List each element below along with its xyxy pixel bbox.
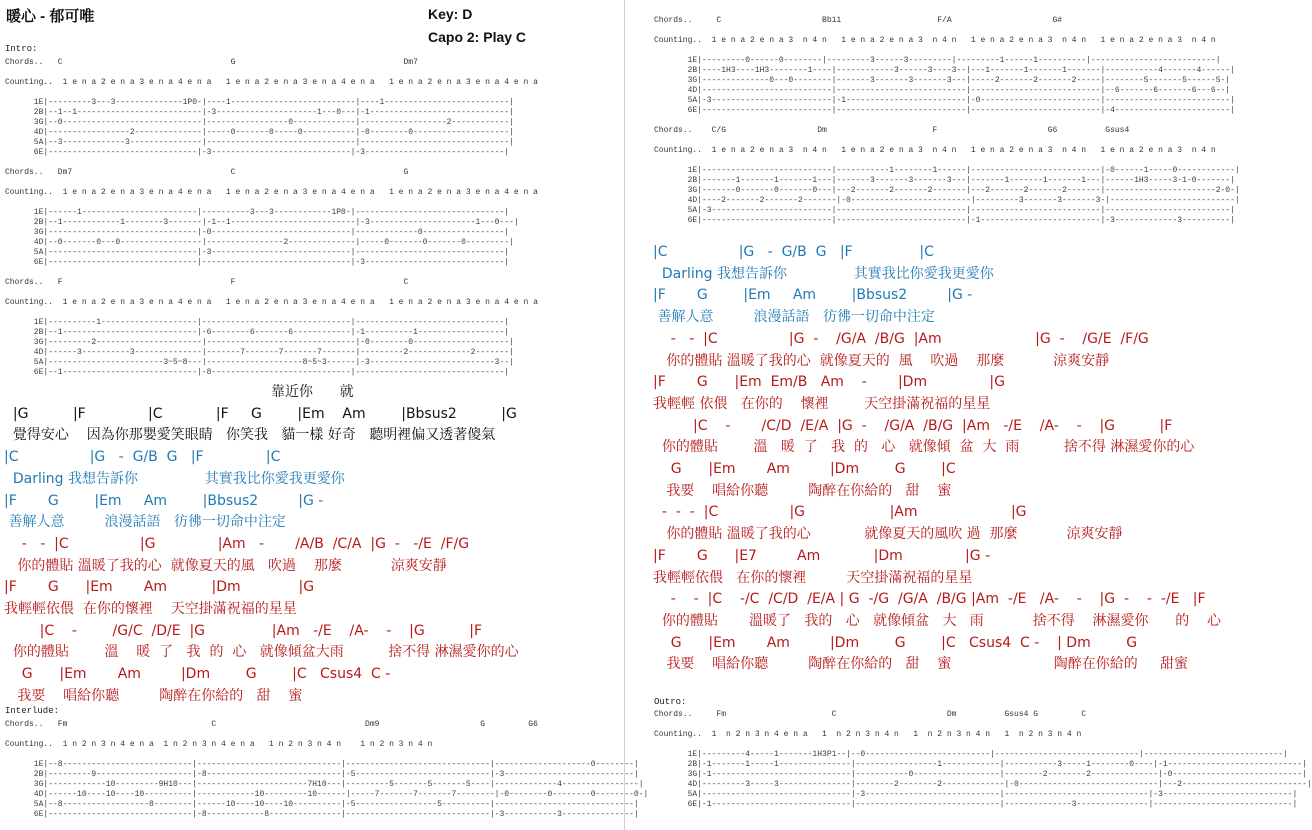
chord-line: 覺得安心 因為你那嬰愛笑眼睛 你笑我 貓一樣 好奇 聽明裡偏又透著傻氣: [4, 427, 496, 444]
lyric-line: 你的體貼 溫暖了我的心 就像夏天的 風 吹過 那麼 涼爽安靜: [653, 352, 1110, 369]
lyric-line: Darling 我想告訴你 其實我比你愛我更愛你: [653, 265, 994, 282]
right-sys2-tab: 1E|---------------------------|-----------1--------1------|---------------------------|-0------1-----0------------| 2B|-------1-------1-------1---|-------3-------3-------3---|-------1-------1-------1---|------1H3-----3-1-0-------| 3G|-------0-------0-------0---|---2-------2-------2-------|---2-------2-------2-------|-----------------------2-0-| 4D|----2-------2-------2-------|-0-------------------------|---------3-------3-------3-|--------------------------| 5A|-3-------------------------|---------------------------|---------------------------|--------------------------| 6E|---------------------------|---------------------------|-1-------------------------|-3-------------3----------|: [687, 166, 1240, 225]
lyric-line: - - |C |G |Am - /A/B /C/A |G - -/E /F/G: [4, 535, 470, 552]
left-sys4-counting: Counting.. 1 n 2 n 3 n 4 e n a 1 n 2 n 3 n 4 e n a 1 n 2 n 3 n 4 n 1 n 2 n 3 n 4 n: [5, 740, 433, 749]
left-sys2-counting: Counting.. 1 e n a 2 e n a 3 e n a 4 e n a 1 e n a 2 e n a 3 e n a 4 e n a 1 e n a 2 e n a 3 e n a 4 e n a: [5, 188, 538, 197]
chord-line: 你的體貼 溫暖了我的心 就像夏天的風 吹過 那麼 涼爽安靜: [4, 557, 447, 574]
key-label: Key: D: [428, 6, 473, 22]
chord-line: Darling 我想告訴你 其實我比你愛我更愛你: [4, 470, 345, 487]
intro-label: Intro:: [5, 44, 38, 54]
left-sys1-tab: 1E|---------3---3--------------1P0-|----1--------------------------|----1--------------------------| 2B|--1--1--------------------------|-3---------------------1---0---|-1-----------------------------| 3G|--0-----------------------------|-----------------0-------------|------------------2------------| 4D|-----------------2--------------|-----0-------0-----0-----------|-0--------0--------------------| 5A|--3-------------3---------------|-------------------------------|-------------------------------| 6E|-------------------------------|-3-----------------------------|-3-----------------------------|: [33, 98, 514, 157]
lyric-line: 你的體貼 溫暖了我的心 就像夏天的風吹 過 那麼 涼爽安靜: [653, 526, 1123, 543]
lyric-line: |G |F |C |F G |Em Am |Bbsus2 |G: [4, 405, 517, 422]
left-sys1-counting: Counting.. 1 e n a 2 e n a 3 e n a 4 e n a 1 e n a 2 e n a 3 e n a 4 e n a 1 e n a 2 e n a 3 e n a 4 e n a: [5, 78, 538, 87]
chord-line: 善解人意 浪漫話語 彷彿一切命中注定: [4, 514, 286, 531]
lyric-line: 我要 唱給你聽 陶醉在你給的 甜 蜜 陶醉在你給的 甜蜜: [653, 656, 1188, 673]
chord-line: |C - /C/D /E/A |G - /G/A /B/G |Am -/E /A- - |G |F: [653, 417, 1173, 434]
chord-line: |C |G - G/B G |F |C: [653, 244, 934, 260]
chord-line: G |Em Am |Dm G |C Csus4 C - | Dm G: [653, 634, 1138, 651]
lyric-line: 我輕輕 依偎 在你的 懷裡 天空掛滿祝福的星星: [653, 395, 991, 412]
lyric-line: |C - /G/C /D/E |G |Am -/E /A- - |G |F: [4, 622, 483, 639]
lyric-line: 我要 唱給你聽 陶醉在你給的 甜 蜜: [653, 482, 952, 499]
right-sys1-chords: Chords.. C Bb11 F/A G#: [654, 16, 1063, 25]
chord-line: - - |C |G - /G/A /B/G |Am |G - /G/E /F/G: [653, 330, 1149, 347]
chord-line: 靠近你 就: [4, 384, 354, 400]
capo-label: Capo 2: Play C: [428, 29, 527, 45]
right-sys1-tab: 1E|---------0------0--------|---------3------3---------|---------1------1----------|--------------------------| 2B|----1H3----1H3--------1----|------------3------3----3--|---1-------1-------1-------|-----------4-------4------| 3G|--------------0---0--------|-------3-------3-------3---|-----2-------2-------2-----|--------5-------5------5-| 4D|---------------------------|---------------------------|---------------------------|--6-------6-------6---6--| 5A|-3-------------------------|-1-------------------------|-0-------------------------|--------------------------| 6E|---------------------------|---------------------------|---------------------------|-4------------------------|: [687, 56, 1235, 115]
right-sys1-counting: Counting.. 1 e n a 2 e n a 3 n 4 n 1 e n a 2 e n a 3 n 4 n 1 e n a 2 e n a 3 n 4 n 1 e n a 2 e n a 3 n 4 n: [654, 36, 1216, 45]
page-divider: [624, 0, 625, 830]
lyric-line: 善解人意 浪漫話語 彷彿一切命中注定: [653, 309, 935, 326]
chord-line: G |Em Am |Dm G |C: [653, 461, 956, 477]
chord-line: 你的體貼 溫 暖 了 我 的 心 就像傾盆大雨 捨不得 淋濕愛你的心: [4, 644, 519, 661]
lyric-line: 你的體貼 溫暖了 我的 心 就像傾盆 大 雨 捨不得 淋濕愛你 的 心: [653, 612, 1222, 629]
left-sys4-tab: 1E|--8---------------------------|------------------------------|------------------------------|--------------------0--------| 2B|---------9--------------------|-8----------------------------|-5----------------------------|-3---------------------------| 3G|------------10---------9H10---|-----------------------7H10---|---------5-------5-------5----|-------------4----------------| 4D|------10----10----10----------|------------10---------10------|-----7-------7-------7--------|-0--------0--------0--------0-| 5A|--8------------------8--------|------10----10----10----------|-5-----------------5----------|-----------------------------| 6E|------------------------------|-8------------8---------------|------------------------------|-3-----------3---------------|: [33, 760, 649, 819]
left-sys1-chords: Chords.. C G Dm7: [5, 58, 418, 67]
chord-line: |F G |E7 Am |Dm |G -: [653, 547, 991, 564]
left-sys3-chords: Chords.. F F C: [5, 278, 409, 287]
lyric-line: 我輕輕依偎 在你的懷裡 天空掛滿祝福的星星: [653, 569, 973, 586]
right-sys3-counting: Counting.. 1 n 2 n 3 n 4 e n a 1 n 2 n 3 n 4 n 1 n 2 n 3 n 4 n 1 n 2 n 3 n 4 n: [654, 730, 1082, 739]
right-sys3-tab: 1E|---------4-----1-------1H3P1--|--0--------------------------|------------------------------|-----------------------------| 2B|-1-------1-----1---------------|-----------------1------------|-----------3-----1--------0----|-1----------------------------| 3G|-1-----------------------------|-----------0------------------|--------2--------2--------------|-0---------------------------| 4D|---------3-----3---------------|--------2--------2-------------|-0-----------------------------|---2--------------------------| 5A|-------------------------------|-3----------------------------|------------------------------|-3---------------------------| 6E|-1-----------------------------|------------------------------|--------------3---------------|-----------------------------|: [687, 750, 1312, 809]
lyric-line: |F G |Em Am |Bbsus2 |G -: [4, 492, 324, 509]
interlude-label: Interlude:: [5, 706, 60, 716]
lyric-line: |C |G - G/B G |F |C: [4, 449, 281, 466]
chord-line: 我輕輕依偎 在你的懷裡 天空掛滿祝福的星星: [4, 601, 297, 617]
lyric-line: |F G |Em Am |Dm |G: [4, 579, 315, 596]
left-sys2-chords: Chords.. Dm7 C G: [5, 168, 409, 177]
lyric-line: 你的體貼 溫 暖 了 我 的 心 就像傾 盆 大 雨 捨不得 淋濕愛你的心: [653, 439, 1195, 456]
song-title: 暖心 - 郁可唯: [6, 8, 95, 25]
left-sys3-tab: 1E|----------1--------------------|-------------------------------|-------------------------------| 2B|--1----------------------------|-6--------6-------6------------|-1----------1------------------| 3G|---------2----------------------|-------------------------------|-0--------0--------------------| 4D|------3----------3--------------|-------7-------7-------7-------|---------2-------------2-------| 5A|------------------------3~5~8---|--------------------8~5~3------|-3--------------------------3--| 6E|--1----------------------------|-8-----------------------------|-------------------------------|: [33, 318, 514, 377]
chord-line: |F G |Em Am |Bbsus2 |G -: [653, 287, 973, 304]
right-sys3-chords: Chords.. Fm C Dm Gsus4 G C: [654, 710, 1087, 719]
left-sys3-counting: Counting.. 1 e n a 2 e n a 3 e n a 4 e n a 1 e n a 2 e n a 3 e n a 4 e n a 1 e n a 2 e n a 3 e n a 4 e n a: [5, 298, 538, 307]
right-sys2-counting: Counting.. 1 e n a 2 e n a 3 n 4 n 1 e n a 2 e n a 3 n 4 n 1 e n a 2 e n a 3 n 4 n 1 e n a 2 e n a 3 n 4 n: [654, 146, 1216, 155]
chord-line: 我要 唱給你聽 陶醉在你給的 甜 蜜: [4, 687, 303, 704]
left-sys4-chords: Chords.. Fm C Dm9 G G6: [5, 720, 538, 729]
chord-line: - - |C -/C /C/D /E/A | G -/G /G/A /B/G |Am -/E /A- - |G - - -/E |F: [653, 591, 1206, 608]
outro-label: Outro:: [654, 697, 687, 707]
chord-line: |F G |Em Em/B Am - |Dm |G: [653, 374, 1005, 391]
left-sys2-tab: 1E|------1------------------------|----------3---3------------1P0-|-------------------------------| 2B|--1------------1--------3-------|-1--1--------------------------|-3----------------------1---0---| 3G|-------------------------------|-0-----------------------------|-------------0-----------------| 4D|--0-------0---0-----------------|----------------2--------------|-----0-------0-------0---------| 5A|-------------------------------|-3-----------------------------|-------------------------------| 6E|-------------------------------|-------------------------------|-3-----------------------------|: [33, 208, 519, 267]
lyric-line: G |Em Am |Dm G |C Csus4 C -: [4, 666, 391, 683]
chord-line: - - - |C |G |Am |G: [653, 504, 1027, 521]
right-sys2-chords: Chords.. C/G Dm F G6 Gsus4: [654, 126, 1130, 135]
